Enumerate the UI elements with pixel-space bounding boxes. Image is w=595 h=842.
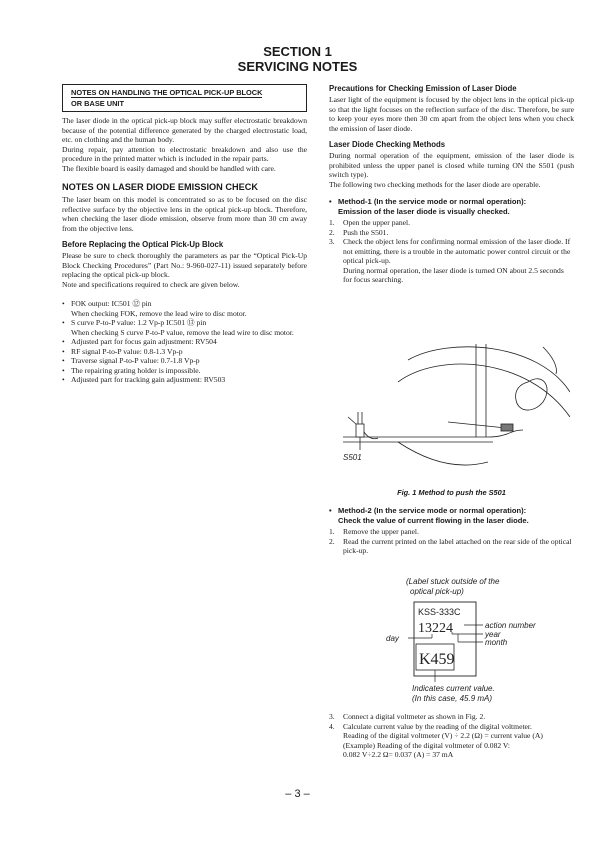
handling-paragraph-1: The laser diode in the optical pick-up block may suffer electrostatic breakdown because of the potential difference generated by the charged electrostatic load, etc. on clothing and the human body. bbox=[62, 116, 307, 144]
label-note-line2: (In this case, 45.9 mA) bbox=[412, 694, 493, 703]
method-1-note: During normal operation, the laser diode is turned ON about 2.5 seconds for focus searching. bbox=[343, 265, 564, 284]
section-title: SERVICING NOTES bbox=[237, 59, 358, 74]
label-year: year bbox=[485, 630, 501, 639]
list-item: • Traverse signal P-to-P value: 0.7-1.8 Vp-p bbox=[62, 356, 307, 366]
list-item-note: When checking FOK, remove the lead wire to disc motor. bbox=[71, 308, 247, 318]
precautions-paragraph: Laser light of the equipment is focused by the object lens in the optical pick-up so that the light focuses on the reflection surface of the disc. Therefore, be sure to keep your eyes more then 30 cm apart from the object lens when you check the emission of laser diode. bbox=[329, 95, 574, 133]
handling-notes-box bbox=[62, 84, 307, 112]
handling-paragraph-3: The flexible board is easily damaged and should be handled with care. bbox=[62, 163, 276, 173]
list-item: • RF signal P-to-P value: 0.8-1.3 Vp-p bbox=[62, 347, 307, 357]
list-item-note: When checking S curve P-to-P value, remove the lead wire to disc motor. bbox=[71, 327, 294, 337]
before-replacing-heading: Before Replacing the Optical Pick-Up Block bbox=[62, 240, 224, 249]
list-item: 2. Push the S501. bbox=[329, 227, 389, 237]
checking-paragraph-2: The following two checking methods for the laser diode are operable. bbox=[329, 179, 541, 189]
method-2-continued bbox=[329, 712, 574, 760]
hinge-shape bbox=[516, 379, 547, 410]
before-replacing-paragraph-1: Please be sure to check thoroughly the parameters as par the “Optical Pick-Up Block Checking Procedures” (Part No.: 9-960-027-11) issued separately before replacing the optical pick-up block. bbox=[62, 251, 307, 279]
emission-check-paragraph: The laser beam on this model is concentrated so as to be focused on the disc reflective surface by the objective lens in the optical pick-up block. Therefore, when checking the laser diode emission, observe from more than 30 cm away from the objective lens. bbox=[62, 195, 307, 233]
checking-paragraph-1: During normal operation of the equipment, emission of the laser diode is prohibited unless the upper panel is closed while turning ON the S501 (push switch type). bbox=[329, 151, 574, 179]
list-item: 1. Remove the upper panel. bbox=[329, 527, 419, 536]
method-1-steps bbox=[329, 218, 574, 285]
label-current-code: K459 bbox=[419, 651, 455, 668]
label-code: 13224 bbox=[418, 621, 453, 636]
before-replacing-paragraph-2: Note and specifications required to check are given below. bbox=[62, 279, 240, 289]
list-item: 3. Connect a digital voltmeter as shown in Fig. 2. bbox=[329, 712, 486, 721]
fig1-switch-label: S501 bbox=[343, 453, 362, 462]
handling-paragraph-2: During repair, pay attention to electrostatic breakdown and also use the procedure in the printed matter which is included in the repair parts. bbox=[62, 144, 307, 163]
list-item: • Adjusted part for tracking gain adjustment: RV503 bbox=[62, 375, 307, 385]
formula-line-1: Reading of the digital voltmeter (V) ÷ 2.2 (Ω) = current value (A) bbox=[343, 731, 543, 740]
handling-box-line2: OR BASE UNIT bbox=[71, 99, 124, 108]
fig1-caption: Fig. 1 Method to push the S501 bbox=[397, 488, 506, 497]
list-item: 2. Read the current printed on the label attached on the rear side of the optical pick-up. bbox=[329, 536, 572, 555]
label-model: KSS-333C bbox=[418, 607, 461, 617]
handling-box-line1: NOTES ON HANDLING THE OPTICAL PICK-UP BLOCK bbox=[71, 88, 263, 97]
list-item: • S curve P-to-P value: 1.2 Vp-p IC501 ⑬ pin When checking S curve P-to-P value, remove the lead wire to disc motor. bbox=[62, 318, 307, 337]
disc-arc-inner bbox=[398, 364, 570, 417]
method-2-steps bbox=[329, 527, 574, 556]
formula-line-3: 0.082 V÷2.2 Ω= 0.037 (A) = 37 mA bbox=[343, 750, 454, 759]
method-2-heading: • Method-2 (In the service mode or normal operation): Check the value of current flowing in the laser diode. bbox=[329, 506, 574, 526]
method-2-block bbox=[329, 506, 574, 556]
right-column bbox=[329, 84, 574, 285]
label-action-number: action number bbox=[485, 621, 536, 630]
method-2-steps-continued bbox=[329, 712, 574, 760]
pickup-label-diagram bbox=[368, 570, 548, 710]
label-caption-line2: optical pick-up) bbox=[410, 587, 464, 596]
label-note-line1: Indicates current value. bbox=[412, 684, 495, 693]
precautions-heading: Precautions for Checking Emission of Laser Diode bbox=[329, 84, 517, 93]
emission-check-heading: NOTES ON LASER DIODE EMISSION CHECK bbox=[62, 182, 259, 192]
checking-methods-heading: Laser Diode Checking Methods bbox=[329, 140, 446, 149]
list-item: • The repairing grating holder is impossible. bbox=[62, 366, 307, 376]
check-parameters-list bbox=[62, 299, 307, 385]
label-month: month bbox=[485, 638, 508, 647]
method-1-heading: • Method-1 (In the service mode or normal operation): Emission of the laser diode is visually checked. bbox=[329, 197, 574, 217]
list-item: • Adjusted part for focus gain adjustment: RV504 bbox=[62, 337, 307, 347]
disc-arc bbox=[408, 347, 570, 392]
list-item: • FOK output: IC501 ⑫ pin When checking FOK, remove the lead wire to disc motor. bbox=[62, 299, 307, 318]
label-caption-line1: (Label stuck outside of the bbox=[406, 577, 500, 586]
list-item: 3. Check the object lens for confirming normal emission of the laser diode. If not emitting, there is a trouble in the automatic power control circuit or the optical pick-up. During normal operation, the laser diode is turned ON about 2.5 seconds for focus searching. bbox=[329, 237, 574, 285]
page-number: – 3 – bbox=[285, 788, 310, 800]
list-item: 1. Open the upper panel. bbox=[329, 218, 411, 227]
label-day: day bbox=[386, 634, 399, 643]
formula-line-2: (Example) Reading of the digital voltmeter of 0.082 V: bbox=[343, 740, 510, 750]
section-number: SECTION 1 bbox=[263, 44, 332, 59]
page-title bbox=[0, 44, 595, 74]
fig1-switch-diagram bbox=[338, 342, 570, 482]
list-item: 4. Calculate current value by the reading of the digital voltmeter. Reading of the digital voltmeter (V) ÷ 2.2 (Ω) = current value (A) (Example) Reading of the digital voltmeter of 0.082 V: 0.082 V÷2.2 Ω= 0.037 (A) = 37 mA bbox=[329, 722, 574, 760]
left-column bbox=[62, 84, 307, 385]
